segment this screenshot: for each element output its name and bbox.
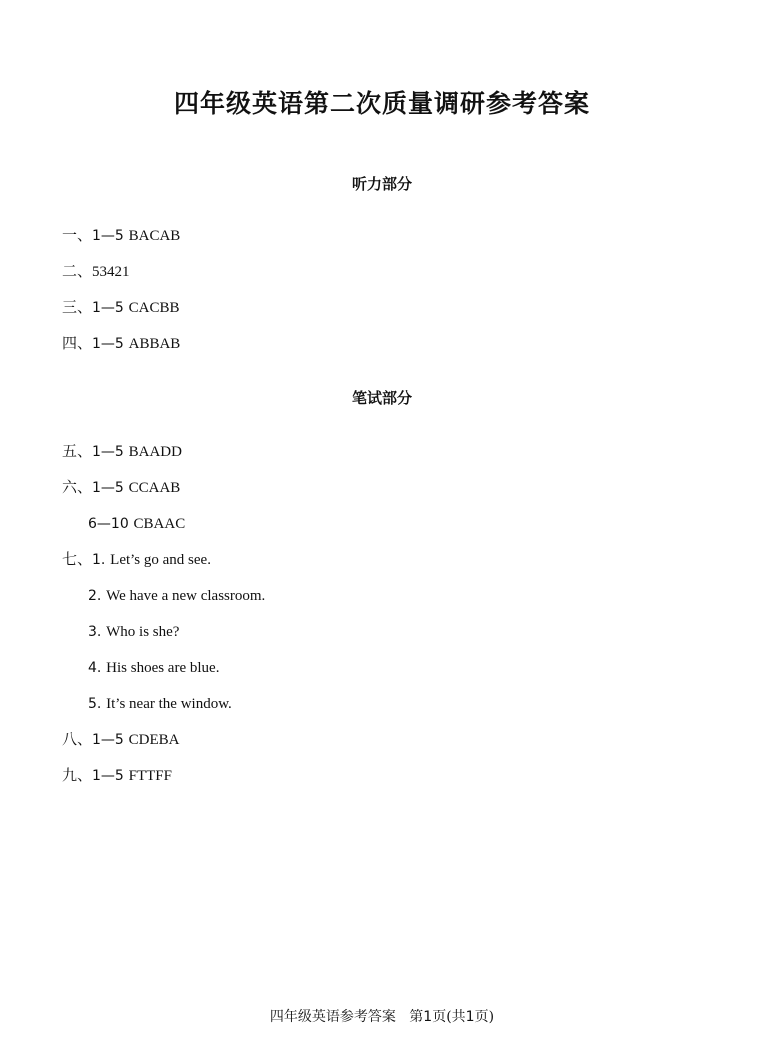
item-answer: Who is she? bbox=[106, 624, 180, 640]
listening-section-heading: 听力部分 bbox=[351, 175, 412, 193]
item-range: 1. bbox=[92, 552, 106, 568]
footer-page-prefix: 第 bbox=[409, 1009, 424, 1025]
footer-page-number: 1 bbox=[423, 1009, 433, 1025]
item-prefix: 四、 bbox=[62, 334, 93, 352]
item-prefix: 六、 bbox=[62, 478, 93, 496]
item-answer: CBAAC bbox=[133, 516, 186, 532]
list-item bbox=[62, 333, 180, 354]
item-range: 1—5 bbox=[92, 228, 124, 244]
list-item bbox=[88, 657, 219, 678]
item-answer: ABBAB bbox=[128, 336, 181, 352]
item-prefix: 九、 bbox=[62, 766, 93, 784]
item-prefix: 三、 bbox=[62, 298, 93, 316]
footer-page-suffix: 页) bbox=[474, 1009, 495, 1025]
list-item bbox=[62, 261, 130, 282]
list-item bbox=[62, 297, 179, 318]
list-item bbox=[62, 729, 179, 750]
footer-label: 四年级英语参考答案 bbox=[269, 1009, 396, 1025]
list-item bbox=[62, 477, 180, 498]
item-answer: CDEBA bbox=[128, 732, 180, 748]
page-title: 四年级英语第二次质量调研参考答案 bbox=[173, 89, 590, 118]
list-item bbox=[62, 225, 180, 246]
item-prefix: 二、 bbox=[62, 262, 93, 280]
item-range: 3. bbox=[88, 624, 102, 640]
item-prefix: 八、 bbox=[62, 730, 93, 748]
item-answer: It’s near the window. bbox=[106, 696, 232, 712]
item-answer: FTTFF bbox=[128, 768, 172, 784]
footer-page-total: 1 bbox=[465, 1009, 475, 1025]
item-range: 1—5 bbox=[92, 768, 124, 784]
list-item bbox=[88, 621, 179, 642]
list-item bbox=[88, 585, 265, 606]
item-range: 1—5 bbox=[92, 444, 124, 460]
list-item bbox=[62, 441, 182, 462]
item-range: 1—5 bbox=[92, 300, 124, 316]
item-prefix: 五、 bbox=[62, 442, 93, 460]
list-item bbox=[88, 693, 232, 714]
item-prefix: 七、 bbox=[62, 550, 93, 568]
item-answer: CCAAB bbox=[128, 480, 181, 496]
item-range: 5. bbox=[88, 696, 102, 712]
item-answer: 53421 bbox=[92, 264, 130, 280]
item-range: 1—5 bbox=[92, 336, 124, 352]
item-answer: Let’s go and see. bbox=[110, 552, 211, 568]
written-section-heading: 笔试部分 bbox=[351, 389, 412, 407]
item-range: 1—5 bbox=[92, 480, 124, 496]
item-range: 6—10 bbox=[88, 516, 129, 532]
item-answer: We have a new classroom. bbox=[106, 588, 266, 604]
list-item bbox=[62, 765, 172, 786]
item-range: 4. bbox=[88, 660, 102, 676]
item-range: 1—5 bbox=[92, 732, 124, 748]
list-item bbox=[88, 513, 185, 534]
item-answer: BAADD bbox=[128, 444, 182, 460]
item-answer: CACBB bbox=[128, 300, 180, 316]
item-prefix: 一、 bbox=[62, 226, 93, 244]
item-range: 2. bbox=[88, 588, 102, 604]
item-answer: BACAB bbox=[128, 228, 181, 244]
item-answer: His shoes are blue. bbox=[106, 660, 220, 676]
list-item bbox=[62, 549, 211, 570]
footer-page-middle: 页(共 bbox=[432, 1009, 466, 1025]
page-footer bbox=[0, 1006, 764, 1026]
